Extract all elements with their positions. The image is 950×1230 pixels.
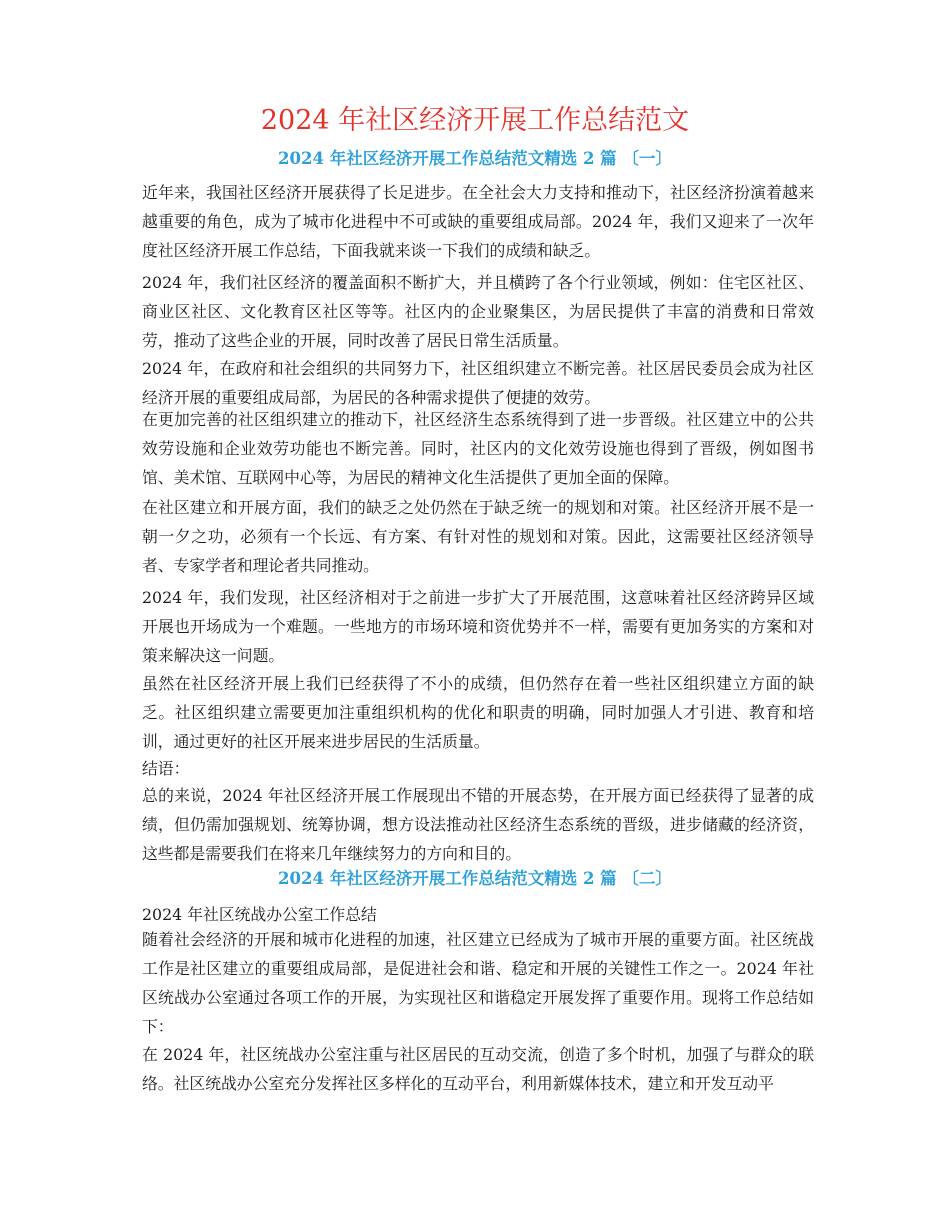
section-1-heading: 2024 年社区经济开展工作总结范文精选 2 篇 〔一〕 — [278, 149, 672, 168]
section-2-heading: 2024 年社区经济开展工作总结范文精选 2 篇 〔二〕 — [278, 869, 672, 888]
section-2-subtitle: 2024 年社区统战办公室工作总结 — [142, 905, 377, 924]
document-title: 2024 年社区经济开展工作总结范文 — [260, 105, 690, 136]
section-1-paragraph-7: 虽然在社区经济开展上我们已经获得了不小的成绩，但仍然存在着一些社区组织建立方面的缺乏。社区组织建立需要更加注重组织机构的优化和职责的明确，同时加强人才引进、教育和培训，通过更好的社区开展来进步居民的生活质量。 — [142, 674, 814, 751]
section-1-paragraph-5: 在社区建立和开展方面，我们的缺乏之处仍然在于缺乏统一的规划和对策。社区经济开展不是一朝一夕之功，必须有一个长远、有方案、有针对性的规划和对策。因此，这需要社区经济领导者、专家学者和理论者共同推动。 — [142, 498, 814, 575]
section-1-paragraph-3: 2024 年，在政府和社会组织的共同努力下，社区组织建立不断完善。社区居民委员会成为社区经济开展的重要组成局部，为居民的各种需求提供了便捷的效劳。 — [142, 359, 814, 407]
section-1-paragraph-2: 2024 年，我们社区经济的覆盖面积不断扩大，并且横跨了各个行业领域，例如：住宅区社区、商业区社区、文化教育区社区等等。社区内的企业聚集区，为居民提供了丰富的消费和日常效劳，推动了这些企业的开展，同时改善了居民日常生活质量。 — [142, 273, 814, 350]
section-2-paragraph-2: 在 2024 年，社区统战办公室注重与社区居民的互动交流，创造了多个时机，加强了与群众的联络。社区统战办公室充分发挥社区多样化的互动平台，利用新媒体技术，建立和开发互动平 — [142, 1045, 814, 1093]
section-2-paragraph-1: 随着社会经济的开展和城市化进程的加速，社区建立已经成为了城市开展的重要方面。社区统战工作是社区建立的重要组成局部，是促进社会和谐、稳定和开展的关键性工作之一。2024 年社区统战办公室通过各项工作的开展，为实现社区和谐稳定开展发挥了重要作用。现将工作总结如下： — [142, 930, 814, 1036]
section-1-paragraph-6: 2024 年，我们发现，社区经济相对于之前进一步扩大了开展范围，这意味着社区经济跨异区域开展也开场成为一个难题。一些地方的市场环境和资优势并不一样，需要有更加务实的方案和对策来解决这一问题。 — [142, 588, 814, 665]
section-1-paragraph-4: 在更加完善的社区组织建立的推动下，社区经济生态系统得到了进一步晋级。社区建立中的公共效劳设施和企业效劳功能也不断完善。同时，社区内的文化效劳设施也得到了晋级，例如图书馆、美术馆、互联网中心等，为居民的精神文化生活提供了更加全面的保障。 — [142, 410, 814, 487]
section-1-paragraph-1: 近年来，我国社区经济开展获得了长足进步。在全社会大力支持和推动下，社区经济扮演着越来越重要的角色，成为了城市化进程中不可或缺的重要组成局部。2024 年，我们又迎来了一次年度社区经济开展工作总结，下面我就来谈一下我们的成绩和缺乏。 — [142, 183, 814, 260]
section-1-conclusion: 总的来说，2024 年社区经济开展工作展现出不错的开展态势，在开展方面已经获得了显著的成绩，但仍需加强规划、统筹协调，想方设法推动社区经济生态系统的晋级，进步储藏的经济资，这些都是需要我们在将来几年继续努力的方向和目的。 — [142, 786, 814, 863]
section-1-conclusion-label: 结语： — [142, 759, 190, 778]
